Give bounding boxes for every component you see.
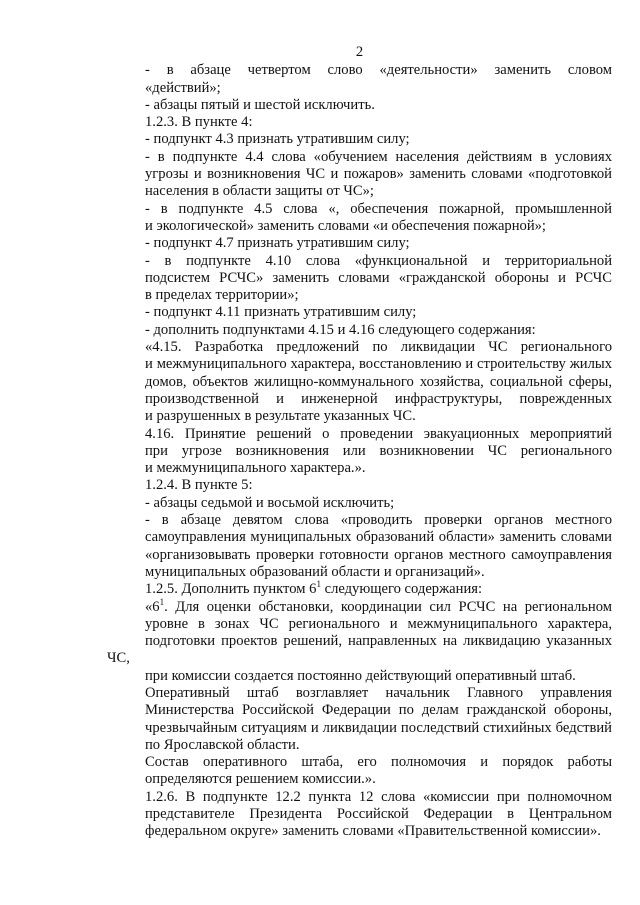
paragraph-p6 [107, 201, 612, 236]
text-line: «4.15. Разработка предложений по ликвидации ЧС регионального [145, 339, 612, 356]
text-line: и межмуниципального характера.». [145, 460, 366, 477]
text-line: 1.2.6. В подпункте 12.2 пункта 12 слова «комиссии при полномочном [145, 788, 612, 805]
text-line: 1.2.5. Дополнить пунктом $6^1$ следующего содержания: [145, 579, 483, 598]
text-line: при угрозе возникновения или возникновении ЧС регионального [145, 442, 612, 459]
text-line: «организовывать проверки готовности органов местного самоуправления [145, 546, 612, 563]
text-line: угрозы и возникновения ЧС и пожаров» заменить словами «подготовкой [145, 166, 612, 183]
text-line: Состав оперативного штаба, его полномочия и порядок работы [145, 754, 612, 771]
paragraph-p19 [107, 754, 612, 789]
text-line: и межмуниципального характера, восстановлению и строительству жилых [145, 356, 612, 373]
paragraph-p17 [107, 596, 612, 685]
text-line: - абзацы пятый и шестой исключить. [145, 96, 375, 113]
paragraph-p15 [107, 512, 612, 581]
text-line: «действий»; [145, 79, 221, 96]
text-line: и разрушенных в результате указанных ЧС. [145, 408, 416, 425]
text-line: - в подпункте 4.10 слова «функциональной и территориальной [145, 252, 612, 269]
paragraph-p11 [107, 339, 612, 425]
text-line: - в подпункте 4.5 слова «, обеспечения пожарной, промышленной [145, 200, 612, 217]
text-line: 1.2.4. В пункте 5: [145, 477, 253, 494]
text-line: представителе Президента Российской Федерации в Центральном [145, 806, 612, 823]
paragraph-p20 [107, 789, 612, 841]
text-line: самоуправления муниципальных образований области» заменить словами [145, 529, 612, 546]
text-line: и экологической» заменить словами «и обеспечения пожарной»; [145, 217, 546, 234]
paragraph-p1 [107, 62, 612, 97]
text-line: «$6^1$. Для оценки обстановки, координации сил РСЧС на региональном [145, 596, 612, 615]
text-line: населения в области защиты от ЧС»; [145, 183, 374, 200]
text-line: при комиссии создается постоянно действующий оперативный штаб. [145, 667, 576, 684]
text-line: Министерства Российской Федерации по делам гражданской обороны, [145, 702, 612, 719]
text-line: - подпункт 4.11 признать утратившим силу; [145, 304, 417, 321]
paragraph-p7 [107, 235, 612, 252]
page-number: 2 [355, 44, 364, 60]
superscript: 1 [316, 579, 321, 590]
text-line: - подпункт 4.3 признать утратившим силу; [145, 131, 410, 148]
text-line: муниципальных образований области и организаций». [145, 563, 485, 580]
paragraph-p3 [107, 114, 612, 131]
text-line: - в абзаце четвертом слово «деятельности» заменить словом [145, 62, 612, 79]
text-line: Оперативный штаб возглавляет начальник Главного управления [145, 684, 612, 701]
paragraph-p5 [107, 149, 612, 201]
paragraph-p18 [107, 685, 612, 754]
paragraph-p10 [107, 322, 612, 339]
text-line: - в подпункте 4.4 слова «обучением населения действиям в условиях [145, 148, 612, 165]
text-line: 1.2.3. В пункте 4: [145, 114, 253, 131]
text-line: федеральном округе» заменить словами «Правительственной комиссии». [145, 823, 601, 840]
paragraph-p14 [107, 495, 612, 512]
text-line: в пределах территории»; [145, 287, 299, 304]
text-line: подготовки проектов решений, направленных на ликвидацию указанных ЧС, [107, 633, 612, 667]
text-line: - в абзаце девятом слова «проводить проверки органов местного [145, 512, 612, 529]
paragraph-p12 [107, 426, 612, 478]
document-body [107, 62, 612, 840]
text-line: уровне в зонах ЧС регионального и межмуниципального характера, [145, 615, 612, 632]
paragraph-p9 [107, 304, 612, 321]
paragraph-p16 [107, 581, 612, 598]
paragraph-p13 [107, 477, 612, 494]
text-line: - абзацы седьмой и восьмой исключить; [145, 494, 395, 511]
paragraph-p8 [107, 253, 612, 305]
text-line: - дополнить подпунктами 4.15 и 4.16 следующего содержания: [145, 321, 536, 338]
text-line: домов, объектов жилищно-коммунального хозяйства, социальной сферы, [145, 373, 612, 390]
text-line: 4.16. Принятие решений о проведении эвакуационных мероприятий [145, 425, 612, 442]
superscript: 1 [159, 596, 165, 607]
text-line: по Ярославской области. [145, 736, 300, 753]
text-line: чрезвычайным ситуациям и ликвидации последствий стихийных бедствий [145, 719, 612, 736]
paragraph-p4 [107, 131, 612, 148]
text-line: определяются решением комиссии.». [145, 771, 376, 788]
text-line: производственной и инженерной инфраструктуры, поврежденных [145, 390, 612, 407]
paragraph-p2 [107, 97, 612, 114]
text-line: подсистем РСЧС» заменить словами «гражданской обороны и РСЧС [145, 269, 612, 286]
text-line: - подпункт 4.7 признать утратившим силу; [145, 235, 410, 252]
